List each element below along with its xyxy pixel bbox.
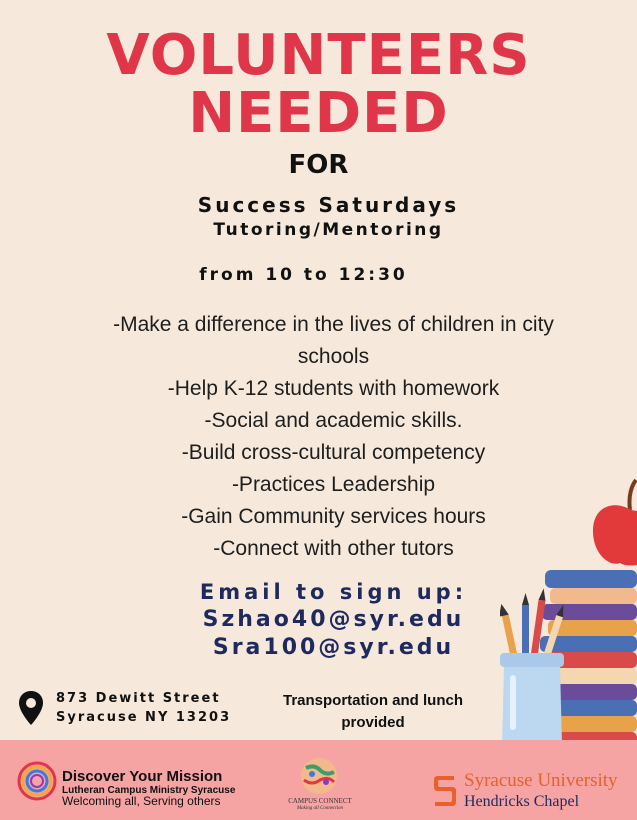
list-item: -Help K-12 students with homework (167, 377, 500, 400)
syracuse-university-name: Syracuse University (464, 770, 618, 791)
hendricks-chapel-label: Hendricks Chapel (464, 793, 580, 810)
list-item: -Practices Leadership (231, 473, 436, 496)
discover-your-mission-logo-icon (16, 760, 58, 802)
address-line-1: 873 Dewitt Street (56, 691, 221, 706)
email-link-1[interactable]: Szhao40@syr.edu (202, 607, 465, 632)
transport-line-2: provided (341, 714, 405, 731)
signup-heading: Email to sign up: (199, 580, 468, 604)
syracuse-s-logo-icon (432, 772, 458, 808)
campus-connect-globe-icon (290, 754, 348, 798)
mission-tagline: Welcoming all, Serving others (62, 794, 221, 808)
list-item: -Connect with other tutors (213, 537, 454, 560)
location-pin-icon (18, 690, 44, 726)
event-name: Success Saturdays (197, 193, 460, 217)
mission-title: Discover Your Mission (62, 768, 223, 785)
mission-org: Lutheran Campus Ministry Syracuse (62, 785, 236, 796)
for-label: FOR (288, 150, 349, 180)
transport-line-1: Transportation and lunch (282, 692, 463, 709)
headline-line-2: NEEDED (188, 81, 449, 146)
transport-note (268, 690, 478, 734)
address-line-2: Syracuse NY 13203 (56, 710, 232, 725)
list-item: -Social and academic skills. (204, 409, 463, 432)
list-item: -Build cross-cultural competency (181, 441, 486, 464)
campus-connect-sub: Making all Connection (296, 806, 344, 811)
event-time: from 10 to 12:30 (199, 265, 408, 285)
email-link-2[interactable]: Sra100@syr.edu (212, 635, 455, 660)
list-item: -Gain Community services hours (181, 505, 486, 528)
headline-line-1: VOLUNTEERS (106, 23, 531, 88)
list-item: -Make a difference in the lives of children in city (113, 313, 554, 336)
list-item: schools (297, 345, 370, 368)
event-subtitle: Tutoring/Mentoring (213, 220, 444, 240)
campus-connect-label: CAMPUS CONNECT (288, 797, 352, 805)
books-pencils-apple-illustration (500, 475, 637, 750)
